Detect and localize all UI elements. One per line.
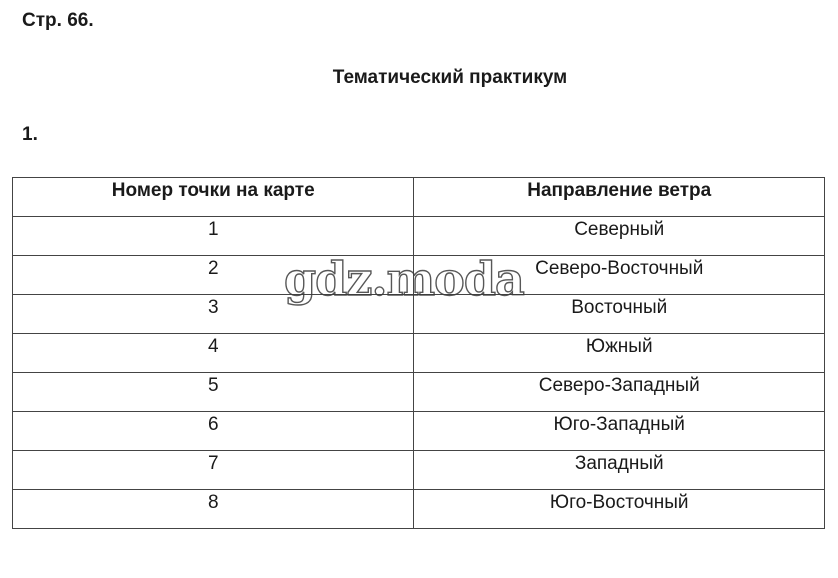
- wind-direction-cell: Северный: [414, 217, 825, 256]
- point-number-cell: 6: [13, 412, 414, 451]
- wind-direction-cell: Юго-Западный: [414, 412, 825, 451]
- table-row: [13, 256, 825, 295]
- table-row: [13, 373, 825, 412]
- table-row: [13, 217, 825, 256]
- wind-direction-cell: Восточный: [414, 295, 825, 334]
- column-header-wind-direction: Направление ветра: [414, 178, 825, 217]
- wind-direction-cell: Южный: [414, 334, 825, 373]
- wind-direction-cell: Юго-Восточный: [414, 490, 825, 529]
- table-row: [13, 451, 825, 490]
- wind-direction-table: [12, 177, 825, 529]
- wind-direction-cell: Северо-Восточный: [414, 256, 825, 295]
- task-number: 1.: [22, 124, 38, 145]
- point-number-cell: 1: [13, 217, 414, 256]
- point-number-cell: 5: [13, 373, 414, 412]
- table-row: [13, 412, 825, 451]
- page-title: Тематический практикум: [332, 67, 568, 88]
- watermark-logo: gdz.moda: [284, 252, 524, 306]
- table-row: [13, 334, 825, 373]
- wind-direction-cell: Западный: [414, 451, 825, 490]
- table-row: [13, 295, 825, 334]
- point-number-cell: 4: [13, 334, 414, 373]
- page-number: Стр. 66.: [22, 10, 94, 31]
- table-header-row: [13, 178, 825, 217]
- table-row: [13, 490, 825, 529]
- point-number-cell: 7: [13, 451, 414, 490]
- point-number-cell: 3: [13, 295, 414, 334]
- point-number-cell: 2: [13, 256, 414, 295]
- wind-direction-cell: Северо-Западный: [414, 373, 825, 412]
- column-header-point-number: Номер точки на карте: [13, 178, 414, 217]
- point-number-cell: 8: [13, 490, 414, 529]
